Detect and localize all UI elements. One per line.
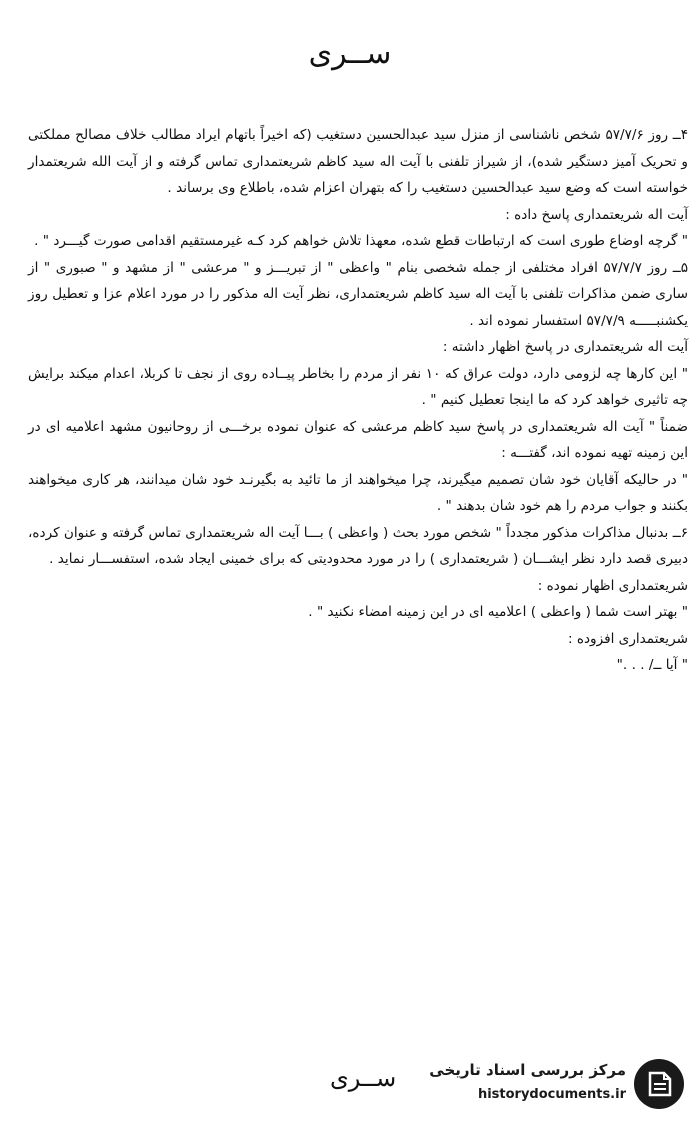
quote: " بهتر است شما ( واعظی ) اعلامیه ای در این زمینه امضاء نکنید " . bbox=[308, 604, 688, 620]
paragraph-item-5: ۵ــ روز ۵۷/۷/۷ افراد مختلفی از جمله شخصی بنام " واعظی " از تبریـــز و " مرعشی " از مشهد و " صبوری " از ساری ضمن مذاکرات تلفنی با آیت اله سید کاظم شریعتمداری، نظر آیت اله مذکور را در مورد اعلام عزا و تعطیل روز یکشنبـــــه ۵۷/۷/۹ استفسار نموده اند . bbox=[28, 259, 688, 329]
reply-intro: شریعتمداری افزوده : bbox=[567, 630, 688, 647]
paragraph-item-4: ۴ــ روز ۵۷/۷/۶ شخص ناشناسی از منزل سید عبدالحسین دستغیب (که اخیراً باتهام ایراد مطالب خلاف مصالح مملکتی و تحریک آمیز دستگیر شده)، از شیراز تلفنی با آیت اله سید کاظم شریعتمداری تماس گرفته و از آیت الله شریعتمدار خواسته است که وضع سید عبدالحسین دستغیب را که بتهران اعزام شده، باطلاع وی برساند . bbox=[28, 127, 688, 196]
quote: " گرچه اوضاع طوری است که ارتباطات قطع شده، معهذا تلاش خواهم کرد کـه غیرمستقیم اقدامی صورت گیـــرد " . bbox=[34, 233, 688, 249]
watermark bbox=[420, 1057, 690, 1115]
reply-intro: آیت اله شریعتمداری در پاسخ اظهار داشته : bbox=[442, 339, 688, 355]
classification-header: ســری bbox=[308, 36, 392, 71]
document-body bbox=[28, 122, 688, 679]
reply-intro: شریعتمداری اظهار نموده : bbox=[537, 577, 688, 594]
watermark-title: مرکز بررسی اسناد تاریخی bbox=[429, 1061, 626, 1079]
watermark-url: historydocuments.ir bbox=[477, 1087, 626, 1102]
paragraph-item-6: ۶ــ بدنبال مذاکرات مذکور مجدداً " شخص مورد بحث ( واعظی ) بـــا آیت اله شریعتمداری تماس گرفته و عنوان کرده، دبیری قصد دارد نظر ایشـــان ( شریعتمداری ) را در مورد محدودیتی که برای خمینی ایجاد شده، استفســـار نماید . bbox=[28, 524, 688, 567]
quote: " در حالیکه آقایان خود شان تصمیم میگیرند، چرا میخواهند از ما تائید به بگیرنـد خود شان میدانند، هر کاری میخواهند بکنند و جواب مردم را هم خود شان بدهند " . bbox=[28, 471, 688, 514]
document-center-logo-icon bbox=[634, 1059, 684, 1109]
quote: " این کارها چه لزومی دارد، دولت عراق که ۱۰ نفر از مردم را بخاطر پیــاده روی از نجف تا کربلا، اعدام میکند برایش چه تاثیری خواهد کرد که ما اینجا تعطیل کنیم " . bbox=[28, 365, 689, 408]
quote-continued: " آیا ــ/ . . ." bbox=[616, 657, 688, 673]
reply-intro: آیت اله شریعتمداری پاسخ داده : bbox=[505, 206, 688, 223]
paragraph: ضمناً " آیت اله شریعتمداری در پاسخ سید کاظم مرعشی که عنوان نموده برخـــی از روحانیون مشهد اعلامیه ای در این زمینه تهیه نموده اند، گفتـــه : bbox=[28, 418, 688, 461]
classification-footer: ســری bbox=[330, 1064, 397, 1092]
